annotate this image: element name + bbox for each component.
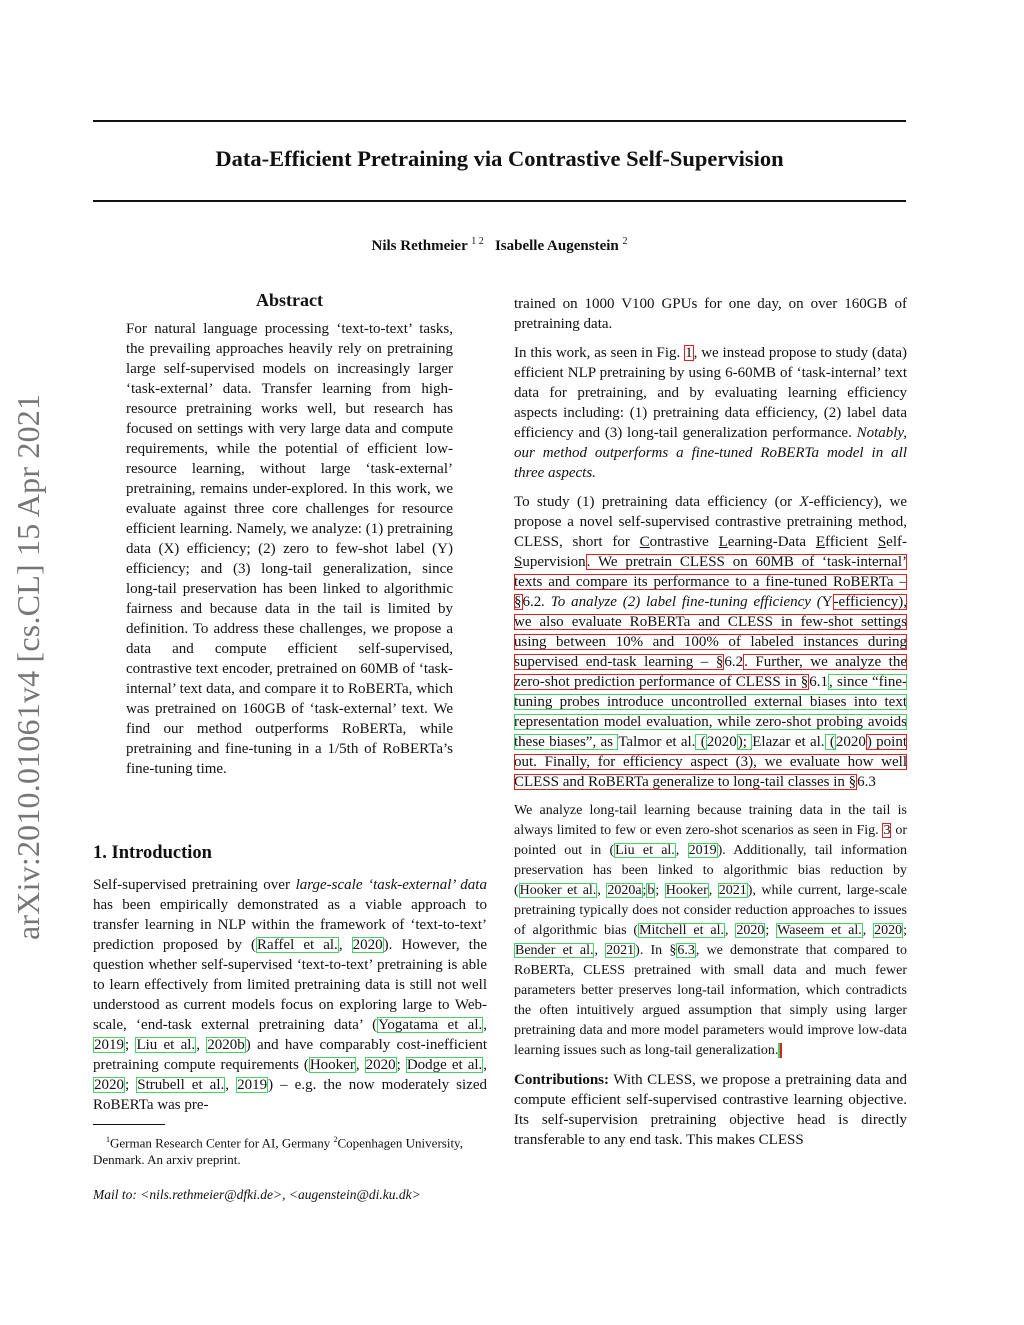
right-column: [514, 294, 907, 1150]
text-run: ,: [594, 943, 606, 958]
text-run: elf-: [886, 534, 907, 550]
text-run: ) and have comparably cost-inefficient pretraining compute requirements (: [93, 1037, 488, 1073]
math-symbol: X: [799, 494, 809, 510]
text-run: ). In §: [635, 943, 677, 958]
math-symbol: . To analyze (2) label fine-tuning efficiency (: [541, 594, 822, 610]
text-run: Self-supervised pretraining over: [93, 877, 296, 893]
text-run: upervision: [522, 554, 586, 570]
text-run: To study (1) pretraining data efficiency (or: [514, 494, 800, 510]
text-run: ,: [483, 1057, 488, 1073]
section-ref-link[interactable]: . Further, we analyze the zero-shot prediction performance of CLESS in §: [514, 654, 907, 690]
abstract-section: [126, 290, 453, 779]
citation-link[interactable]: Hooker: [665, 883, 708, 898]
citation-link[interactable]: 2019: [94, 1037, 124, 1053]
text-run: ,: [675, 843, 688, 858]
arxiv-stamp: arXiv:2010.01061v4 [cs.CL] 15 Apr 2021: [10, 393, 46, 940]
acronym-letter: L: [718, 534, 728, 550]
text-run: ;: [396, 1057, 406, 1073]
body-paragraph: [514, 801, 907, 1061]
text-run: ,: [597, 883, 607, 898]
text-run: 6.1: [809, 674, 829, 690]
text-run: , we demonstrate that compared to RoBERTa, CLESS pretrained with small data and much fewer parameters better preserves long-tail information, which contradicts the often intuitively argued assumption that simply using larger pretraining data and more model parameters would improve low-data learning issues such as long-tail generalization.: [514, 943, 908, 1058]
text-run: ;: [655, 883, 665, 898]
paper-title: Data-Efficient Pretraining via Contrastive Self-Supervision: [215, 146, 784, 171]
text-run: ,: [355, 1057, 365, 1073]
run-in-heading: Contributions:: [514, 1072, 610, 1088]
figure-ref-link[interactable]: 1: [685, 345, 693, 361]
text-run: 2020: [706, 734, 737, 750]
citation-link[interactable]: 2019: [688, 843, 717, 858]
citation-link[interactable]: 2019: [237, 1077, 268, 1093]
section-ref-link[interactable]: -efficiency), we also evaluate RoBERTa and CLESS in few-shot settings using between 10% and 100% of labeled instances during supervised end-task learning – §: [514, 594, 907, 670]
footnote-rule: [93, 1124, 165, 1125]
text-run: 6.2: [724, 654, 744, 670]
citation-link[interactable]: Raffel et al.: [257, 937, 338, 953]
text-run: ;: [125, 1077, 137, 1093]
intro-section: [93, 843, 487, 1205]
text-run: fficient: [824, 534, 878, 550]
citation-link[interactable]: Yogatama et al.: [378, 1017, 483, 1033]
author-name: Isabelle Augenstein: [494, 238, 619, 254]
text-run: 6.3: [857, 774, 876, 790]
text-run: ) – e.g. the now moderately sized RoBERTa was pre-: [93, 1077, 488, 1113]
citation-link[interactable]: 6.3: [677, 943, 695, 958]
acronym-letter: E: [815, 534, 825, 550]
citation-link[interactable]: (: [696, 734, 706, 750]
section-ref-link[interactable]: [780, 1043, 782, 1058]
citation-link[interactable]: 2020b: [207, 1037, 245, 1053]
citation-link[interactable]: , since “fine-tuning probes introduce uncontrolled external biases into text representation model evaluation, while zero-shot probing avoids these biases”, as: [514, 674, 907, 750]
footnote-marker: 2: [333, 1135, 338, 1144]
text-run: , we instead propose to study (data) efficient NLP pretraining by using 6-60MB of ‘task-internal’ text data for pretraining, and by evaluating learning efficiency aspects including: (1) pretraining data efficiency, (2) label data efficiency and (3) long-tail generalization performance.: [514, 345, 907, 441]
text-run: earning-Data: [727, 534, 816, 550]
body-paragraph: [514, 492, 907, 792]
text-run: ,: [862, 923, 874, 938]
text-run: In this work, as seen in Fig.: [514, 345, 685, 361]
title-bottom-rule: [93, 200, 906, 202]
citation-link[interactable]: 2020a: [607, 883, 642, 898]
section-ref-link[interactable]: ) point out. Finally, for efficiency aspect (3), we evaluate how well CLESS and RoBERTa generalize to long-tail classes in §: [514, 734, 907, 790]
top-rule: [93, 120, 906, 122]
section-heading: 1. Introduction: [93, 843, 212, 863]
text-run: Talmor et al.: [618, 734, 696, 750]
contributions-paragraph: [514, 1070, 907, 1150]
citation-link[interactable]: Dodge et al.: [406, 1057, 483, 1073]
text-run: We analyze long-tail learning because training data in the tail is always limited to few or even zero-shot scenarios as seen in Fig.: [514, 803, 907, 838]
citation-link[interactable]: 2021: [606, 943, 635, 958]
figure-ref-link[interactable]: 3: [883, 823, 891, 838]
text-run: 2020: [835, 734, 866, 750]
text-run: ;: [125, 1037, 136, 1053]
author-name: Nils Rethmeier: [371, 238, 468, 254]
text-run: ,: [725, 923, 736, 938]
text-run: ). However, the question whether self-supervised ‘text-to-text’ pretraining is able to learn effectively from limited pretraining data is still not well understood as current models focus on exploring large to Web-scale, ‘end-task external pretraining data’ (: [93, 937, 487, 1033]
text-run: ;: [642, 883, 647, 898]
citation-link[interactable]: Hooker et al.: [519, 883, 597, 898]
citation-link[interactable]: Liu et al.: [615, 843, 675, 858]
text-run: has been empirically demonstrated as a viable approach to transfer learning in NLP within the framework of ‘text-to-text’ prediction proposed by (: [93, 897, 487, 953]
text-run: ), while current, large-scale pretraining typically does not consider reduction approaches to issues of algorithmic bias (: [514, 883, 907, 938]
citation-link[interactable]: 2020: [352, 937, 383, 953]
text-run: 6.2: [522, 594, 542, 610]
citation-link[interactable]: 2020: [94, 1077, 124, 1093]
author-line: [93, 236, 906, 255]
text-run: -efficiency), we propose a novel self-supervised contrastive pretraining method, CLESS, short for: [514, 494, 908, 550]
abstract-text: For natural language processing ‘text-to-text’ tasks, the prevailing approaches heavily rely on pretraining large self-supervised models on increasingly larger ‘task-external’ data. Transfer learning from high-resource pretraining works well, but research has focused on settings with very large data and compute requirements, while the potential of efficient low-resource learning, without large ‘task-external’ pretraining, remains under-explored. In this work, we evaluate against three core challenges for resource efficient learning. Namely, we analyze: (1) pretraining data (X) efficiency; (2) zero to few-shot label (Y) efficiency; and (3) long-tail generalization, since long-tail preservation has been linked to algorithmic fairness and because data in the tail is limited by definition. To address these challenges, we propose a data and compute efficient self-supervised, contrastive text encoder, pretrained on 60MB of ‘task-internal’ text data, and compare it to RoBERTa, which was pretrained on 160GB of ‘task-external’ text. We find our method outperforms RoBERTa, while pretraining and fine-tuning in a 1/5th of RoBERTa’s fine-tuning time.: [126, 321, 453, 777]
text-run: With CLESS, we propose a pretraining data and compute efficient self-supervised contrastive learning objective. Its self-supervision pretraining objective head is directly transferable to any end task. This makes CLESS: [514, 1072, 907, 1148]
citation-link[interactable]: (: [825, 734, 835, 750]
intro-paragraph: [93, 875, 487, 1115]
text-run: ontrastive: [649, 534, 719, 550]
citation-link[interactable]: 2020: [365, 1057, 396, 1073]
citation-link[interactable]: b: [647, 883, 655, 898]
text-run: ,: [338, 937, 352, 953]
text-run: ). Additionally, tail information preservation has been linked to algorithmic bias reduction by (: [514, 843, 908, 898]
text-run: ;: [765, 923, 777, 938]
author-affiliation: 2: [622, 236, 628, 247]
body-paragraph: trained on 1000 V100 GPUs for one day, on over 160GB of pretraining data.: [514, 296, 907, 332]
footnote-marker: 1: [106, 1135, 110, 1144]
citation-link[interactable]: Hooker: [309, 1057, 355, 1073]
text-run: ,: [708, 883, 718, 898]
citation-link[interactable]: 2020: [874, 923, 903, 938]
author-affiliation: 1 2: [471, 236, 484, 247]
citation-link[interactable]: Liu et al.: [136, 1037, 196, 1053]
footnote: [93, 1131, 487, 1168]
text-run: or pointed out in (: [514, 823, 907, 858]
citation-link[interactable]: Waseem et al.: [777, 923, 862, 938]
footnote-text: Copenhagen University, Denmark. An arxiv preprint.: [93, 1135, 463, 1168]
acronym-letter: S: [514, 554, 523, 570]
text-run: ,: [196, 1037, 207, 1053]
emphasis-text: Notably, our method outperforms a fine-tuned RoBERTa model in all three aspects.: [514, 425, 907, 481]
text-run: Elazar et al.: [752, 734, 825, 750]
text-run: ;: [903, 923, 908, 938]
text-run: ,: [225, 1077, 237, 1093]
section-ref-link[interactable]: . We pretrain CLESS on 60MB of ‘task-internal’ texts and compare its performance to a fine-tuned RoBERTa – §: [514, 554, 907, 610]
citation-link[interactable]: 2020: [736, 923, 765, 938]
citation-link[interactable]: );: [737, 734, 752, 750]
abstract-heading: Abstract: [256, 290, 323, 310]
citation-link[interactable]: Mitchell et al.: [639, 923, 724, 938]
citation-link[interactable]: Strubell et al.: [137, 1077, 225, 1093]
acronym-letter: C: [639, 534, 650, 550]
text-run: ,: [483, 1017, 487, 1033]
mail-to: Mail to: <nils.rethmeier@dfki.de>, <augenstein@di.ku.dk>: [93, 1187, 421, 1203]
emphasis-text: large-scale ‘task-external’ data: [295, 877, 487, 893]
footnote-text: German Research Center for AI, Germany: [110, 1135, 334, 1151]
citation-link[interactable]: 2021: [718, 883, 747, 898]
acronym-letter: S: [877, 534, 887, 550]
citation-link[interactable]: Bender et al.: [515, 943, 594, 958]
text-run: Y: [821, 594, 833, 610]
body-paragraph: [514, 343, 907, 483]
